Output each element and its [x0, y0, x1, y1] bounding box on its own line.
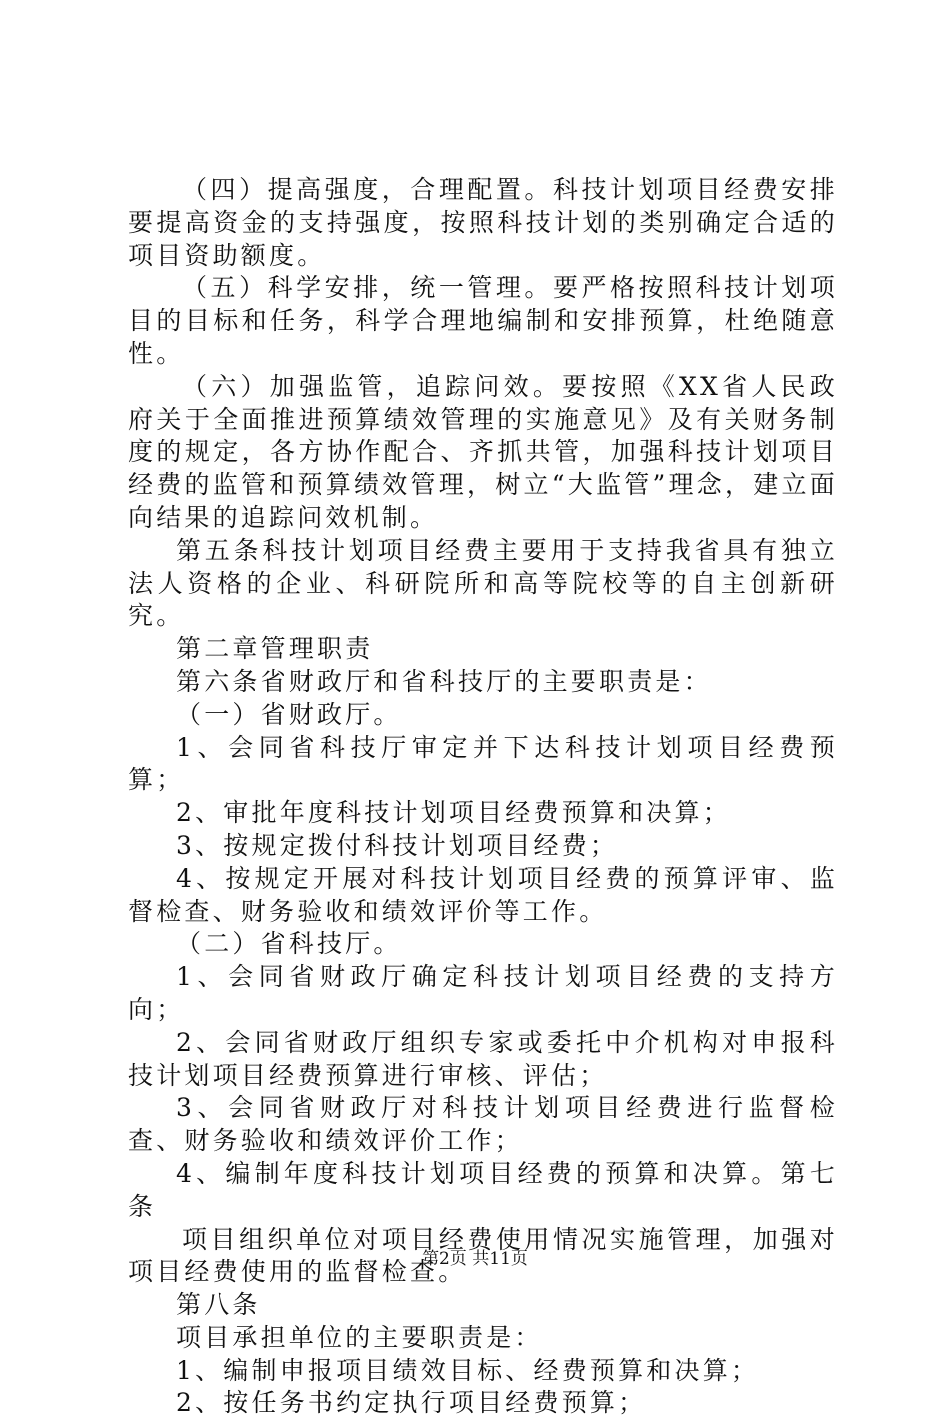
- paragraph: （一）省财政厅。: [176, 699, 402, 729]
- paragraph: 2、按任务书约定执行项目经费预算；: [176, 1388, 647, 1418]
- paragraph: 项目组织单位对项目经费使用情况实施管理，加强对项目经费使用的监督检查。: [128, 1224, 838, 1287]
- paragraph: 第二章管理职责: [176, 634, 374, 664]
- paragraph: （二）省科技厅。: [176, 929, 402, 959]
- paragraph: 1、编制申报项目绩效目标、经费预算和决算；: [176, 1355, 760, 1385]
- paragraph: 第八条: [176, 1290, 261, 1320]
- paragraph: 3、按规定拨付科技计划项目经费；: [176, 830, 619, 860]
- paragraph: 2、审批年度科技计划项目经费预算和决算；: [176, 798, 731, 828]
- paragraph: （六）加强监管，追踪问效。要按照《XX省人民政府关于全面推进预算绩效管理的实施意见》及有关财务制度的规定，各方协作配合、齐抓共管，加强科技计划项目经费的监管和预算绩效管理，树立“大监管”理念，建立面向结果的追踪问效机制。: [128, 371, 838, 532]
- paragraph: （四）提高强度，合理配置。科技计划项目经费安排要提高资金的支持强度，按照科技计划的类别确定合适的项目资助额度。: [128, 175, 838, 270]
- paragraph: 2、会同省财政厅组织专家或委托中介机构对申报科技计划项目经费预算进行审核、评估；: [128, 1027, 838, 1090]
- paragraph: 1、会同省财政厅确定科技计划项目经费的支持方向；: [128, 962, 838, 1024]
- paragraph: 1、会同省科技厅审定并下达科技计划项目经费预算；: [128, 732, 838, 795]
- document-body: [128, 174, 838, 1420]
- paragraph: （五）科学安排，统一管理。要严格按照科技计划项目的目标和任务，科学合理地编制和安排预算，杜绝随意性。: [128, 273, 838, 368]
- paragraph: 4、编制年度科技计划项目经费的预算和决算。第七条: [128, 1158, 838, 1221]
- paragraph: 3、会同省财政厅对科技计划项目经费进行监督检查、财务验收和绩效评价工作；: [128, 1093, 838, 1156]
- paragraph: 第五条科技计划项目经费主要用于支持我省具有独立法人资格的企业、科研院所和高等院校等的自主创新研究。: [128, 535, 838, 631]
- paragraph: 4、按规定开展对科技计划项目经费的预算评审、监督检查、财务验收和绩效评价等工作。: [128, 863, 838, 926]
- paragraph: 项目承担单位的主要职责是：: [176, 1322, 543, 1352]
- page-footer: 第2页 共11页: [422, 1249, 528, 1269]
- paragraph: 第六条省财政厅和省科技厅的主要职责是：: [176, 666, 712, 696]
